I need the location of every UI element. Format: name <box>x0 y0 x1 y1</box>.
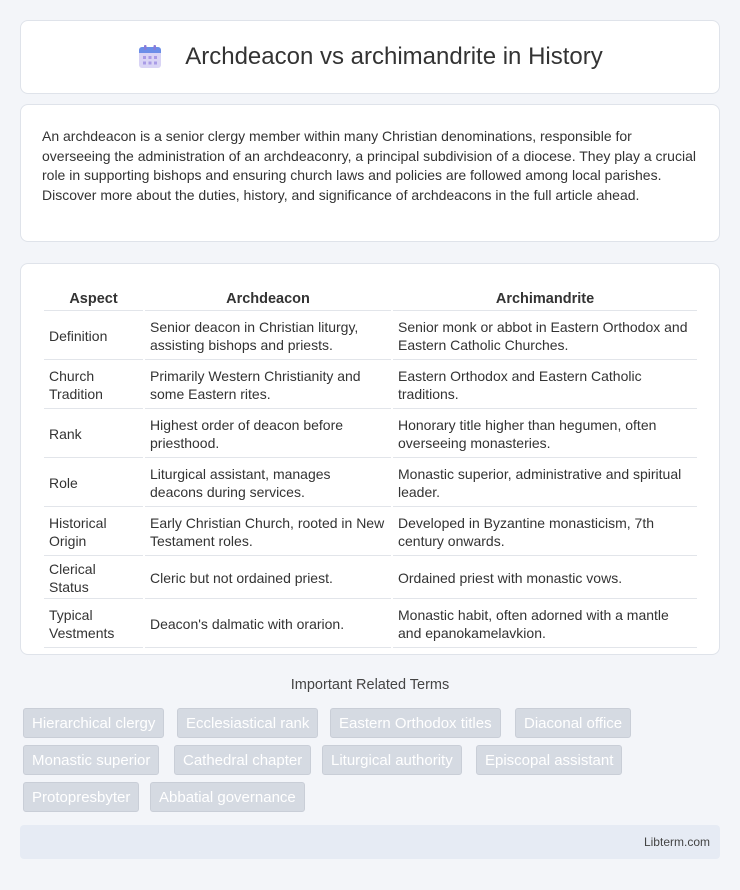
table-row <box>44 558 697 599</box>
archdeacon-cell: Early Christian Church, rooted in New Testament roles. <box>145 509 391 556</box>
title-card <box>20 20 720 94</box>
related-term-tag[interactable]: Ecclesiastical rank <box>177 708 318 738</box>
aspect-cell: Role <box>44 460 143 507</box>
archimandrite-cell: Eastern Orthodox and Eastern Catholic traditions. <box>393 362 697 409</box>
table-row <box>44 460 697 507</box>
aspect-cell: Definition <box>44 313 143 360</box>
archimandrite-cell: Honorary title higher than hegumen, often overseeing monasteries. <box>393 411 697 458</box>
aspect-cell: Typical Vestments <box>44 601 143 648</box>
related-term-tag[interactable]: Cathedral chapter <box>174 745 311 775</box>
footer <box>20 825 720 859</box>
archimandrite-cell: Monastic superior, administrative and spiritual leader. <box>393 460 697 507</box>
archdeacon-cell: Deacon's dalmatic with orarion. <box>145 601 391 648</box>
comparison-table <box>42 284 699 650</box>
related-term-tag[interactable]: Protopresbyter <box>23 782 139 812</box>
archimandrite-cell: Developed in Byzantine monasticism, 7th century onwards. <box>393 509 697 556</box>
archimandrite-cell: Monastic habit, often adorned with a mantle and epanokamelavkion. <box>393 601 697 648</box>
header-archimandrite: Archimandrite <box>393 286 697 311</box>
aspect-cell: Church Tradition <box>44 362 143 409</box>
title-row <box>21 21 719 93</box>
related-term-tag[interactable]: Hierarchical clergy <box>23 708 164 738</box>
aspect-cell: Clerical Status <box>44 558 143 599</box>
aspect-cell: Historical Origin <box>44 509 143 556</box>
intro-paragraph: An archdeacon is a senior clergy member within many Christian denominations, responsible for overseeing the administration of an archdeaconry, a principal subdivision of a diocese. They play a crucial role in supporting bishops and ensuring church laws and policies are followed among local parishes. Discover more about the duties, history, and significance of archdeacons in the full article ahead. <box>42 128 696 203</box>
footer-site-link[interactable]: Libterm.com <box>643 835 710 849</box>
archimandrite-cell: Senior monk or abbot in Eastern Orthodox and Eastern Catholic Churches. <box>393 313 697 360</box>
related-term-tag[interactable]: Abbatial governance <box>150 782 305 812</box>
related-term-tag[interactable]: Monastic superior <box>23 745 159 775</box>
related-term-tag[interactable]: Eastern Orthodox titles <box>330 708 501 738</box>
archimandrite-cell: Ordained priest with monastic vows. <box>393 558 697 599</box>
table-row <box>44 601 697 648</box>
related-term-tag[interactable]: Diaconal office <box>515 708 631 738</box>
archdeacon-cell: Senior deacon in Christian liturgy, assisting bishops and priests. <box>145 313 391 360</box>
table-row <box>44 411 697 458</box>
archdeacon-cell: Primarily Western Christianity and some Eastern rites. <box>145 362 391 409</box>
page-title: Archdeacon vs archimandrite in History <box>185 43 603 70</box>
calendar-icon <box>137 44 163 70</box>
archdeacon-cell: Cleric but not ordained priest. <box>145 558 391 599</box>
header-archdeacon: Archdeacon <box>145 286 391 311</box>
table-row <box>44 362 697 409</box>
comparison-table-card <box>20 263 720 655</box>
intro-card <box>20 104 720 242</box>
aspect-cell: Rank <box>44 411 143 458</box>
related-term-tag[interactable]: Episcopal assistant <box>476 745 622 775</box>
table-header-row <box>44 286 697 311</box>
archdeacon-cell: Liturgical assistant, manages deacons during services. <box>145 460 391 507</box>
header-aspect: Aspect <box>44 286 143 311</box>
archdeacon-cell: Highest order of deacon before priesthood. <box>145 411 391 458</box>
related-terms-heading: Important Related Terms <box>290 677 450 693</box>
table-row <box>44 313 697 360</box>
table-row <box>44 509 697 556</box>
related-term-tag[interactable]: Liturgical authority <box>322 745 462 775</box>
